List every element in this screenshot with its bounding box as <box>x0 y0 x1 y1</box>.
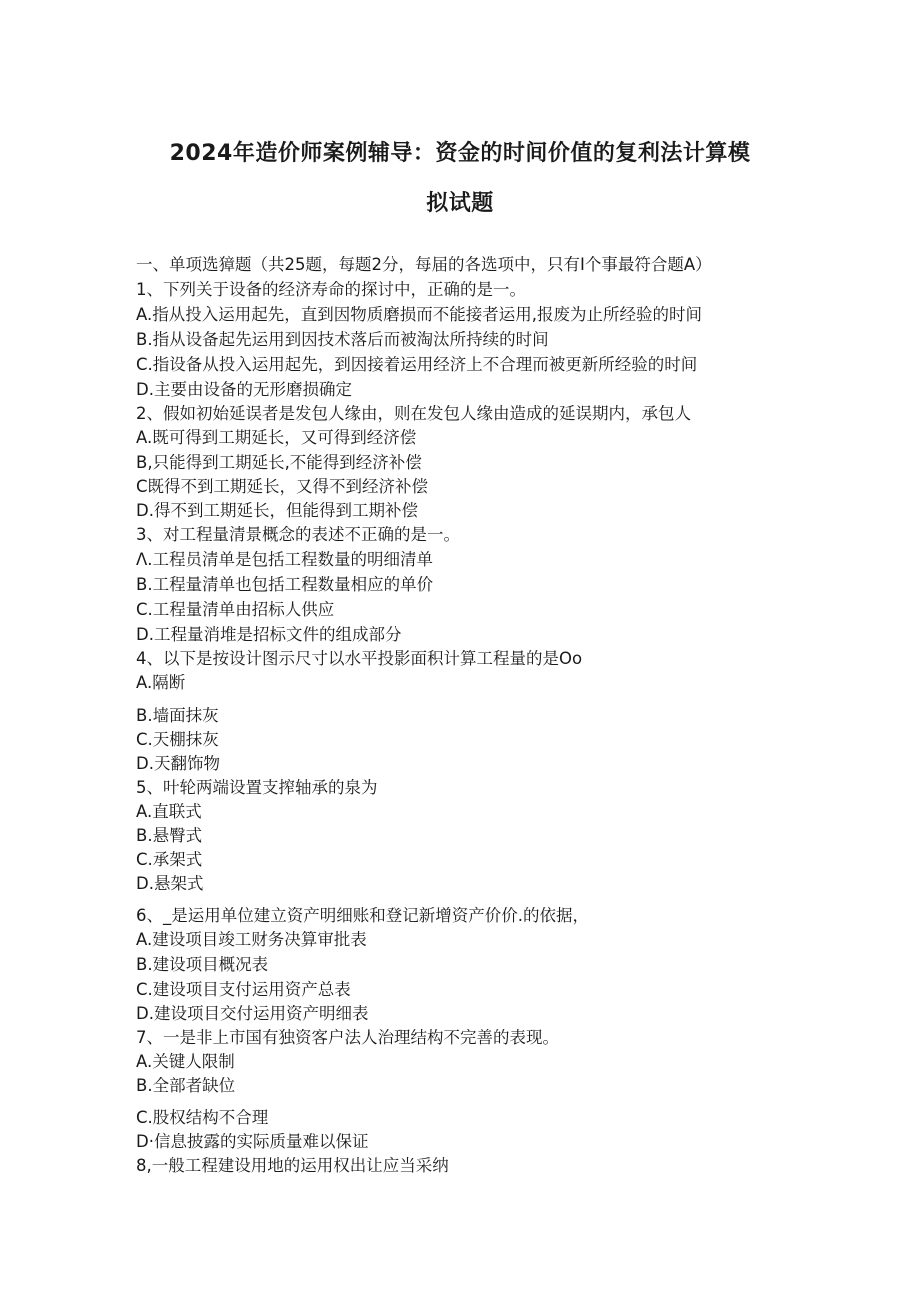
question-1-option-c: C.指设备从投入运用起先，到因接着运用经济上不合理而被更新所经验的时间 <box>136 355 698 374</box>
question-4-option-c: C.天棚抹灰 <box>136 730 219 749</box>
question-1-option-b: B.指从设备起先运用到因技术落后而被淘汰所持续的时间 <box>136 330 549 349</box>
question-5: 5、叶轮两端设置支搾轴承的泉为 <box>136 778 378 797</box>
question-7-option-c: C.股权结构不合理 <box>136 1108 269 1127</box>
question-6-option-b: B.建设项目概况表 <box>136 955 269 974</box>
question-4: 4、以下是按设计图示尺寸以水平投影面积计算工程量的是Oo <box>136 649 583 668</box>
question-8: 8,一般工程建设用地的运用权出让应当采纳 <box>136 1156 449 1175</box>
document-title-line-1: 2024年造价师案例辅导：资金的时间价值的复利法计算模 <box>169 141 751 166</box>
question-6-option-c: C.建设项目支付运用资产总表 <box>136 980 351 999</box>
question-1-option-a: A.指从投入运用起先，直到因物质磨损而不能接者运用,报废为止所经验的时间 <box>136 305 702 324</box>
question-4-option-d: D.天翻饰物 <box>136 754 220 773</box>
section-heading: 一、单项选獐题（共25题，每题2分，每届的各选项中，只有I个事最符合题A） <box>136 255 712 274</box>
question-6-option-a: A.建设项目竣工财务决算审批表 <box>136 930 367 949</box>
question-3-option-b: B.工程量清单也包括工程数量相应的单价 <box>136 575 434 594</box>
question-3-option-a: Λ.工程员清单是包括工程数量的明细清单 <box>136 550 434 569</box>
question-7-option-d: D·信息披露的实际质量难以保证 <box>136 1132 369 1151</box>
question-3: 3、对工程量清景概念的表述不正确的是一。 <box>136 525 460 544</box>
question-1-option-d: D.主要由设备的无形磨损确定 <box>136 380 352 399</box>
question-5-option-b: B.悬臀式 <box>136 826 203 845</box>
document-title-line-2: 拟试题 <box>426 191 494 216</box>
question-4-option-b: B.墙面抹灰 <box>136 706 219 725</box>
question-7-option-b: B.全部者缺位 <box>136 1076 236 1095</box>
question-2-option-a: A.既可得到工期延长，又可得到经济偿 <box>136 428 417 447</box>
question-7-option-a: A.关键人限制 <box>136 1052 235 1071</box>
question-6: 6、_是运用单位建立资产明细账和登记新增资产价价.的依据， <box>136 906 589 925</box>
question-3-option-c: C.工程量清单由招标人供应 <box>136 600 335 619</box>
question-6-option-d: D.建设项目交付运用资产明细表 <box>136 1004 369 1023</box>
question-7: 7、一是非上市国有独资客户法人治理结构不完善的表现。 <box>136 1028 559 1047</box>
question-2-option-d: D.得不到工期延长，但能得到工期补偿 <box>136 501 418 520</box>
question-2-option-b: B,只能得到工期延长,不能得到经济补偿 <box>136 453 422 472</box>
question-2: 2、假如初始延误者是发包人缘由，则在发包人缘由造成的延误期内，承包人 <box>136 404 691 423</box>
question-5-option-c: C.承架式 <box>136 850 203 869</box>
question-4-option-a: A.隔断 <box>136 673 186 692</box>
question-5-option-d: D.悬架式 <box>136 874 204 893</box>
question-1: 1、下列关于设备的经济寿命的探讨中，正确的是一。 <box>136 280 526 299</box>
question-2-option-c: C既得不到工期延长，又得不到经济补偿 <box>136 477 429 496</box>
question-5-option-a: A.直联式 <box>136 802 202 821</box>
question-3-option-d: D.工程量消堆是招标文件的组成部分 <box>136 625 402 644</box>
